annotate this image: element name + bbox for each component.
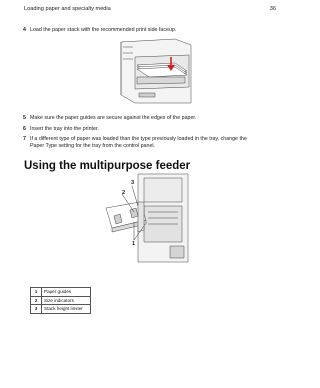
- legend-label: Stack height limiter: [42, 305, 91, 314]
- header-title: Loading paper and specialty media: [24, 6, 111, 12]
- legend-number: 2: [31, 296, 42, 305]
- step-number: 6: [23, 126, 26, 132]
- table-row: [31, 288, 91, 297]
- legend-label: Paper guides: [42, 288, 91, 297]
- step-text: Load the paper stack with the recommended print side faceup.: [30, 27, 177, 33]
- step-6: [23, 126, 260, 133]
- callout-2: 2: [122, 190, 126, 196]
- step-text: If a different type of paper was loaded than the type previously loaded in the tray, change the Paper Type setting for the tray from the control panel.: [30, 136, 247, 149]
- step-5: [23, 115, 260, 122]
- step-text: Insert the tray into the printer.: [30, 126, 99, 132]
- legend-label: Size indicators: [42, 296, 91, 305]
- page-header: [24, 6, 276, 16]
- step-number: 5: [23, 115, 26, 121]
- callout-3: 3: [131, 180, 135, 186]
- table-row: [31, 305, 91, 314]
- step-number: 7: [23, 136, 26, 142]
- page-number: 36: [269, 6, 276, 12]
- section-title: Using the multipurpose feeder: [24, 160, 191, 172]
- table-row: [31, 296, 91, 305]
- callout-1: 1: [132, 241, 136, 247]
- step-number: 4: [23, 27, 26, 33]
- multipurpose-feeder-illustration: [100, 172, 195, 274]
- step-7: [23, 136, 260, 150]
- callout-legend-table: [30, 287, 91, 314]
- legend-number: 3: [31, 305, 42, 314]
- step-text: Make sure the paper guides are secure against the edges of the paper.: [30, 115, 197, 121]
- tray-loading-illustration: [115, 37, 195, 105]
- legend-number: 1: [31, 288, 42, 297]
- step-4: [23, 27, 260, 34]
